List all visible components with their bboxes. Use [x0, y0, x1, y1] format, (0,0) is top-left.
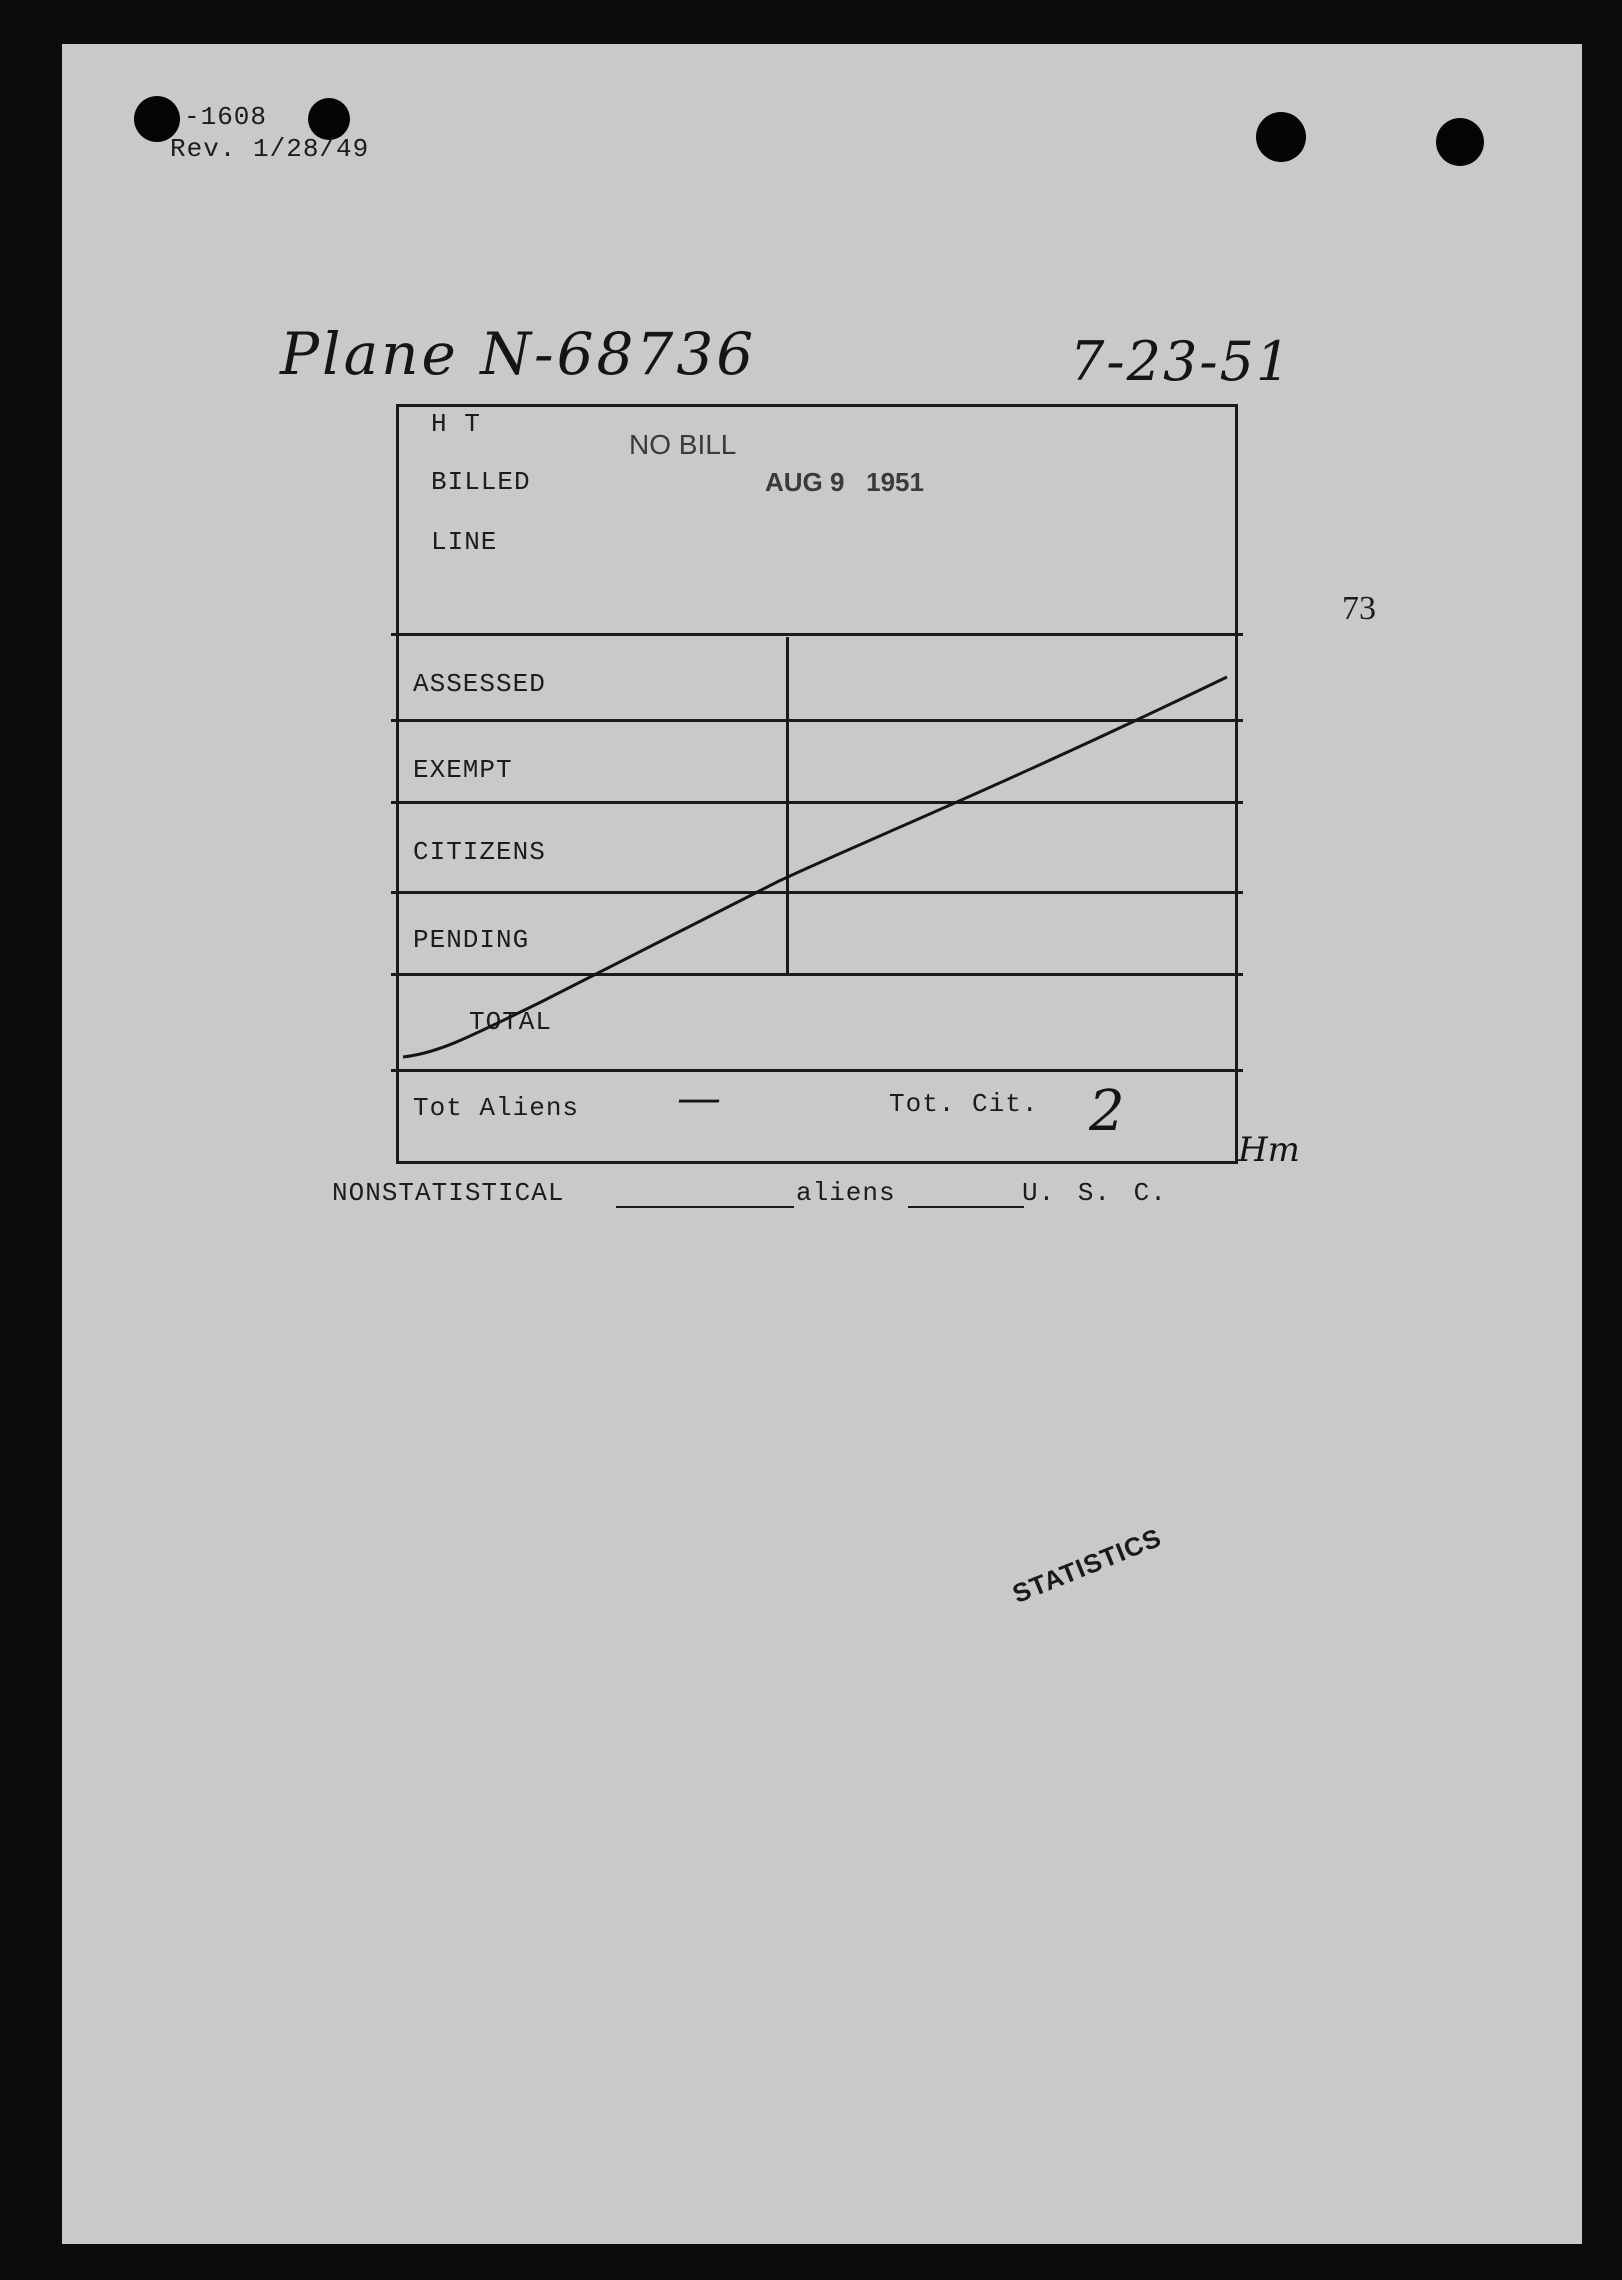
- no-bill-stamp: NO BILL: [629, 429, 737, 460]
- punch-hole-right-2: [1436, 118, 1484, 166]
- billed-label: BILLED: [431, 467, 531, 497]
- billing-form-box: [396, 404, 1238, 1164]
- punch-hole-right: [1256, 112, 1306, 162]
- aliens-label: aliens: [796, 1178, 896, 1208]
- cancellation-line: [399, 407, 1241, 1167]
- form-number: -1608: [184, 102, 268, 132]
- assessed-label: ASSESSED: [413, 669, 546, 699]
- citizens-label: CITIZENS: [413, 837, 546, 867]
- nonstatistical-label: NONSTATISTICAL: [332, 1178, 565, 1208]
- usc-label: U. S. C.: [1022, 1178, 1167, 1208]
- nonstatistical-blank: [616, 1206, 794, 1208]
- tot-aliens-value: —: [677, 1073, 721, 1124]
- aliens-blank: [908, 1206, 1024, 1208]
- tot-cit-value: 2: [1089, 1079, 1125, 1144]
- handwritten-date: 7-23-51: [1070, 330, 1293, 393]
- date-stamp: AUG 9 1951: [765, 467, 924, 497]
- tot-aliens-label: Tot Aliens: [413, 1093, 580, 1123]
- exempt-label: EXEMPT: [413, 755, 513, 785]
- initials: Hm: [1238, 1130, 1300, 1170]
- statistics-stamp: STATISTICS: [1008, 1522, 1166, 1609]
- form-revision: Rev. 1/28/49: [170, 134, 370, 164]
- ht-label: H T: [431, 409, 481, 439]
- total-label: TOTAL: [469, 1007, 553, 1037]
- line-label: LINE: [431, 527, 498, 557]
- tot-cit-label: Tot. Cit.: [889, 1089, 1039, 1119]
- pending-label: PENDING: [413, 925, 530, 955]
- page-number: 73: [1342, 590, 1376, 627]
- plane-number: Plane N-68736: [280, 320, 757, 388]
